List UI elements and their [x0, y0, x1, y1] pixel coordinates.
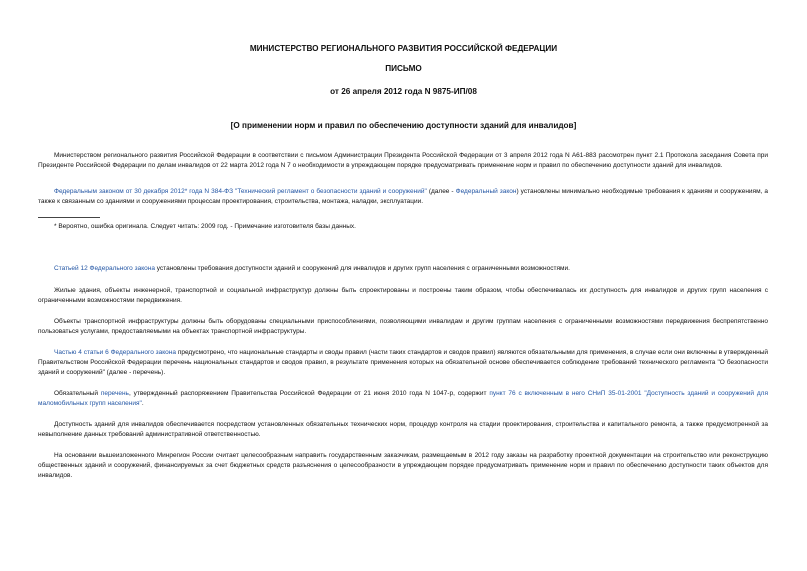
paragraph-6: [38, 348, 768, 378]
part-4-article-6-link[interactable]: Частью 4 статьи 6 Федерального закона: [54, 349, 176, 356]
paragraph-7-text-c: .: [141, 400, 144, 407]
list-link[interactable]: перечень: [100, 390, 129, 397]
paragraph-5: Объекты транспортной инфраструктуры должны быть оборудованы специальными приспособлениями, позволяющими инвалидам и другим группам населения с ограниченными возможностями передвижения беспрепятственно пользоваться услугами, предоставляемыми на объектах транспортной инфраструктуры.: [38, 318, 768, 335]
footnote-divider: [38, 217, 100, 218]
paragraph-3-text: установлены требования доступности зданий и сооружений для инвалидов и других групп населения с ограниченными возможностями.: [154, 265, 570, 272]
paragraph-4: Жилые здания, объекты инженерной, транспортной и социальной инфраструктур должны быть спроектированы и построены таким образом, чтобы обеспечивалась их доступность для инвалидов и других групп населения с ограниченными возможностями передвижения.: [38, 287, 768, 304]
snip-link[interactable]: пункт 76 с включенным в него СНиП 35-01-2001 "Доступность зданий и сооружений для маломобильных групп населения": [38, 390, 768, 407]
paragraph-2: [38, 187, 768, 207]
paragraph-7-text-a: Обязательный: [54, 390, 101, 397]
paragraph-2-text-rest: ) установлены минимально необходимые требования к зданиям и сооружениям, а также к связанным со зданиями и сооружениями процессам проектирования, строительства, монтажа, наладки, эксплуатации.: [38, 188, 768, 205]
paragraph-7: [38, 389, 768, 409]
paragraph-2-text: (далее -: [426, 188, 456, 195]
ministry-title: МИНИСТЕРСТВО РЕГИОНАЛЬНОГО РАЗВИТИЯ РОССИЙСКОЙ ФЕДЕРАЦИИ: [249, 44, 558, 53]
paragraph-3: [38, 264, 768, 274]
federal-law-link[interactable]: Федеральным законом от 30 декабря 2012* года N 384-ФЗ "Технический регламент о безопасности зданий и сооружений": [54, 188, 427, 195]
paragraph-6-text: предусмотрено, что национальные стандарты и своды правил (части таких стандартов и сводов правил) являются обязательными для применения, в случае если они включены в утвержденный Правительством Российской Федерации перечень национальных стандартов и сводов правил, в результате применения которых на обязательной основе обеспечивается соблюдение требований технического регламента "О безопасности зданий и сооружений" (далее - перечень).: [38, 349, 768, 376]
article-12-link[interactable]: Статьей 12 Федерального закона: [54, 265, 155, 272]
paragraph-8: Доступность зданий для инвалидов обеспечивается посредством установленных обязательных технических норм, процедур контроля на стадии проектирования, строительства и капитального ремонта, а также предусмотренной за невыполнение данных требований административной ответственностью.: [38, 421, 768, 438]
paragraph-1: Министерством регионального развития Российской Федерации в соответствии с письмом Администрации Президента Российской Федерации от 3 апреля 2012 года N А61-883 рассмотрен пункт 2.1 Протокола заседания Совета при Президенте Российской Федерации по делам инвалидов от 22 марта 2012 года N 7 о необходимости в упреждающем порядке предусматривать применение норм и правил по обеспечению доступности зданий для инвалидов.: [38, 152, 768, 169]
document-date-number: от 26 апреля 2012 года N 9875-ИП/08: [330, 87, 477, 96]
document-type: ПИСЬМО: [385, 64, 422, 73]
document-subject: [О применении норм и правил по обеспечению доступности зданий для инвалидов]: [230, 121, 577, 130]
paragraph-7-text-b: , утвержденный распоряжением Правительства Российской Федерации от 21 июня 2010 года N 1047-р, содержит: [128, 390, 490, 397]
footnote: * Вероятно, ошибка оригинала. Следует читать: 2009 год. - Примечание изготовителя базы данных.: [54, 223, 356, 230]
federal-law-short-link[interactable]: Федеральный закон: [455, 188, 517, 195]
paragraph-9: На основании вышеизложенного Минрегион России считает целесообразным направить государственным заказчикам, размещаемым в 2012 году заказы на разработку проектной документации на строительство или реконструкцию общественных зданий и сооружений, финансируемых за счет бюджетных средств разъяснения о целесообразности в упреждающем порядке предусматривать применение норм и правил по обеспечению доступности таких объектов для инвалидов.: [38, 452, 768, 479]
